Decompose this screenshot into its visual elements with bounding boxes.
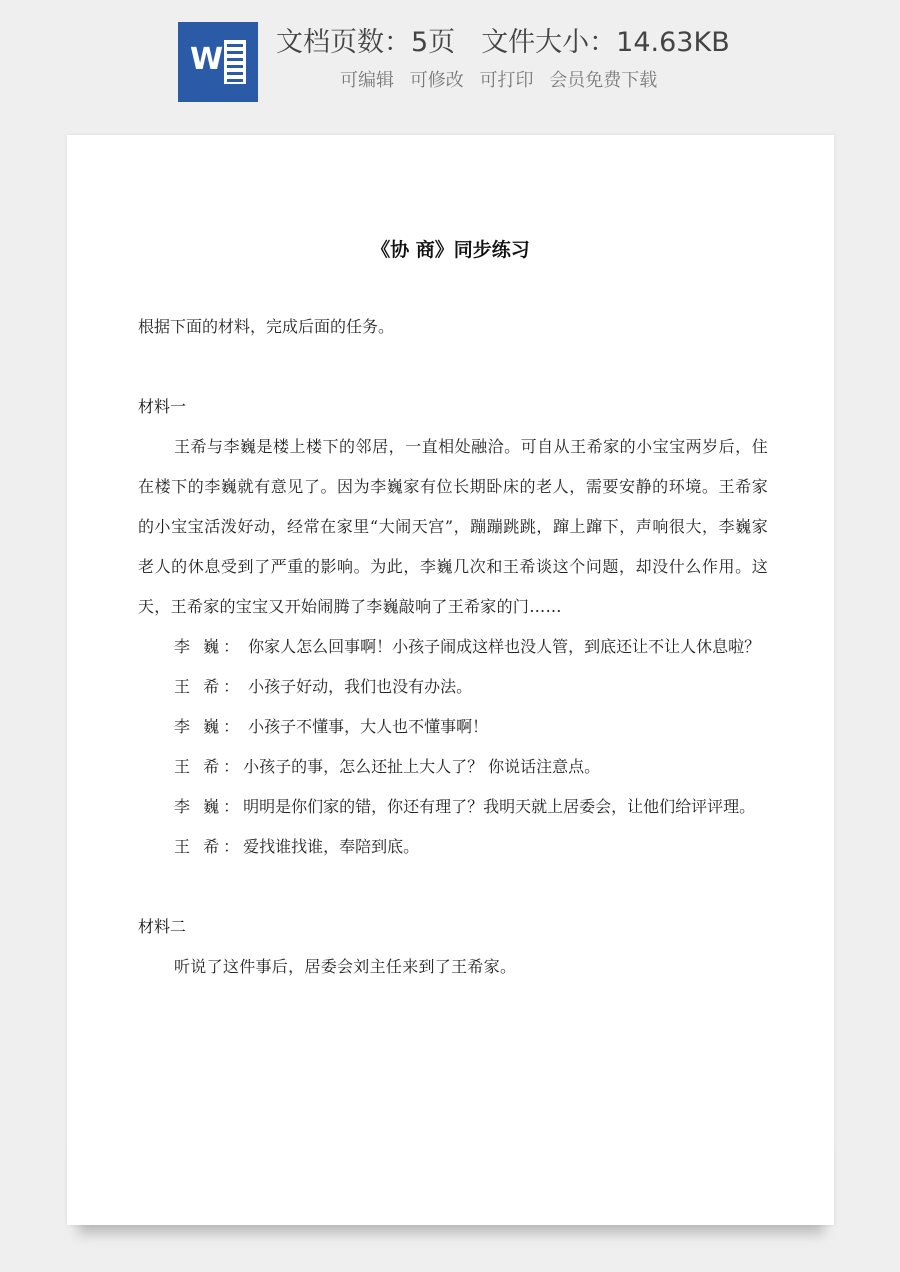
feature-printable: 可打印 [479,70,534,91]
dialogue-text: 爱找谁找谁，奉陪到底。 [243,837,420,856]
feature-list [340,66,667,92]
dialogue-speaker: 李 巍： [174,797,244,816]
dialogue-line [138,667,768,707]
word-icon-letter: W [190,42,224,77]
file-info [276,20,730,59]
dialogue-text: 小孩子好动，我们也没有办法。 [243,677,473,696]
document-page [67,135,834,1225]
dialogue-line [138,787,768,827]
material-one-heading: 材料一 [138,397,187,416]
dialogue-text: 你家人怎么回事啊！小孩子闹成这样也没人管，到底还让不让人休息啦？ [243,637,761,656]
dialogue-line [138,627,768,667]
dialogue-speaker: 李 巍： [174,717,244,736]
instruction-text: 根据下面的材料，完成后面的任务。 [138,317,395,336]
dialogue-line [138,827,768,867]
feature-member-download: 会员免费下载 [549,70,658,91]
dialogue-text: 小孩子不懂事，大人也不懂事啊！ [243,717,489,736]
dialogue-text: 小孩子的事，怎么还扯上大人了？ 你说话注意点。 [243,757,601,776]
material-two-paragraph: 听说了这件事后，居委会刘主任来到了王希家。 [174,957,517,976]
material-two-heading: 材料二 [138,917,187,936]
file-size: 文件大小：14.63KB [481,27,730,58]
word-document-icon [178,22,258,102]
dialogue-line [138,707,768,747]
feature-editable: 可编辑 [340,70,394,91]
dialogue-speaker: 王 希： [174,837,244,856]
document-body [138,307,768,987]
feature-modifiable: 可修改 [409,70,464,91]
document-title: 《协 商》同步练习 [371,239,530,261]
document-lines-icon [224,40,246,84]
dialogue-line [138,747,768,787]
dialogue-text: 明明是你们家的错，你还有理了？我明天就上居委会，让他们给评评理。 [243,797,756,816]
material-one-paragraph: 王希与李巍是楼上楼下的邻居，一直相处融洽。可自从王希家的小宝宝两岁后，住在楼下的李巍就有意见了。因为李巍家有位长期卧床的老人，需要安静的环境。王希家的小宝宝活泼好动，经常在家里“大闹天宫”，蹦蹦跳跳，蹿上蹿下，声响很大，李巍家老人的休息受到了严重的影响。为此，李巍几次和王希谈这个问题，却没什么作用。这天，王希家的宝宝又开始闹腾了李巍敲响了王希家的门…… [138,437,768,616]
dialogue-speaker: 李 巍： [174,637,244,656]
download-banner [0,0,900,120]
dialogue-speaker: 王 希： [174,757,244,776]
dialogue-speaker: 王 希： [174,677,244,696]
page-count: 文档页数：5页 [276,27,456,58]
